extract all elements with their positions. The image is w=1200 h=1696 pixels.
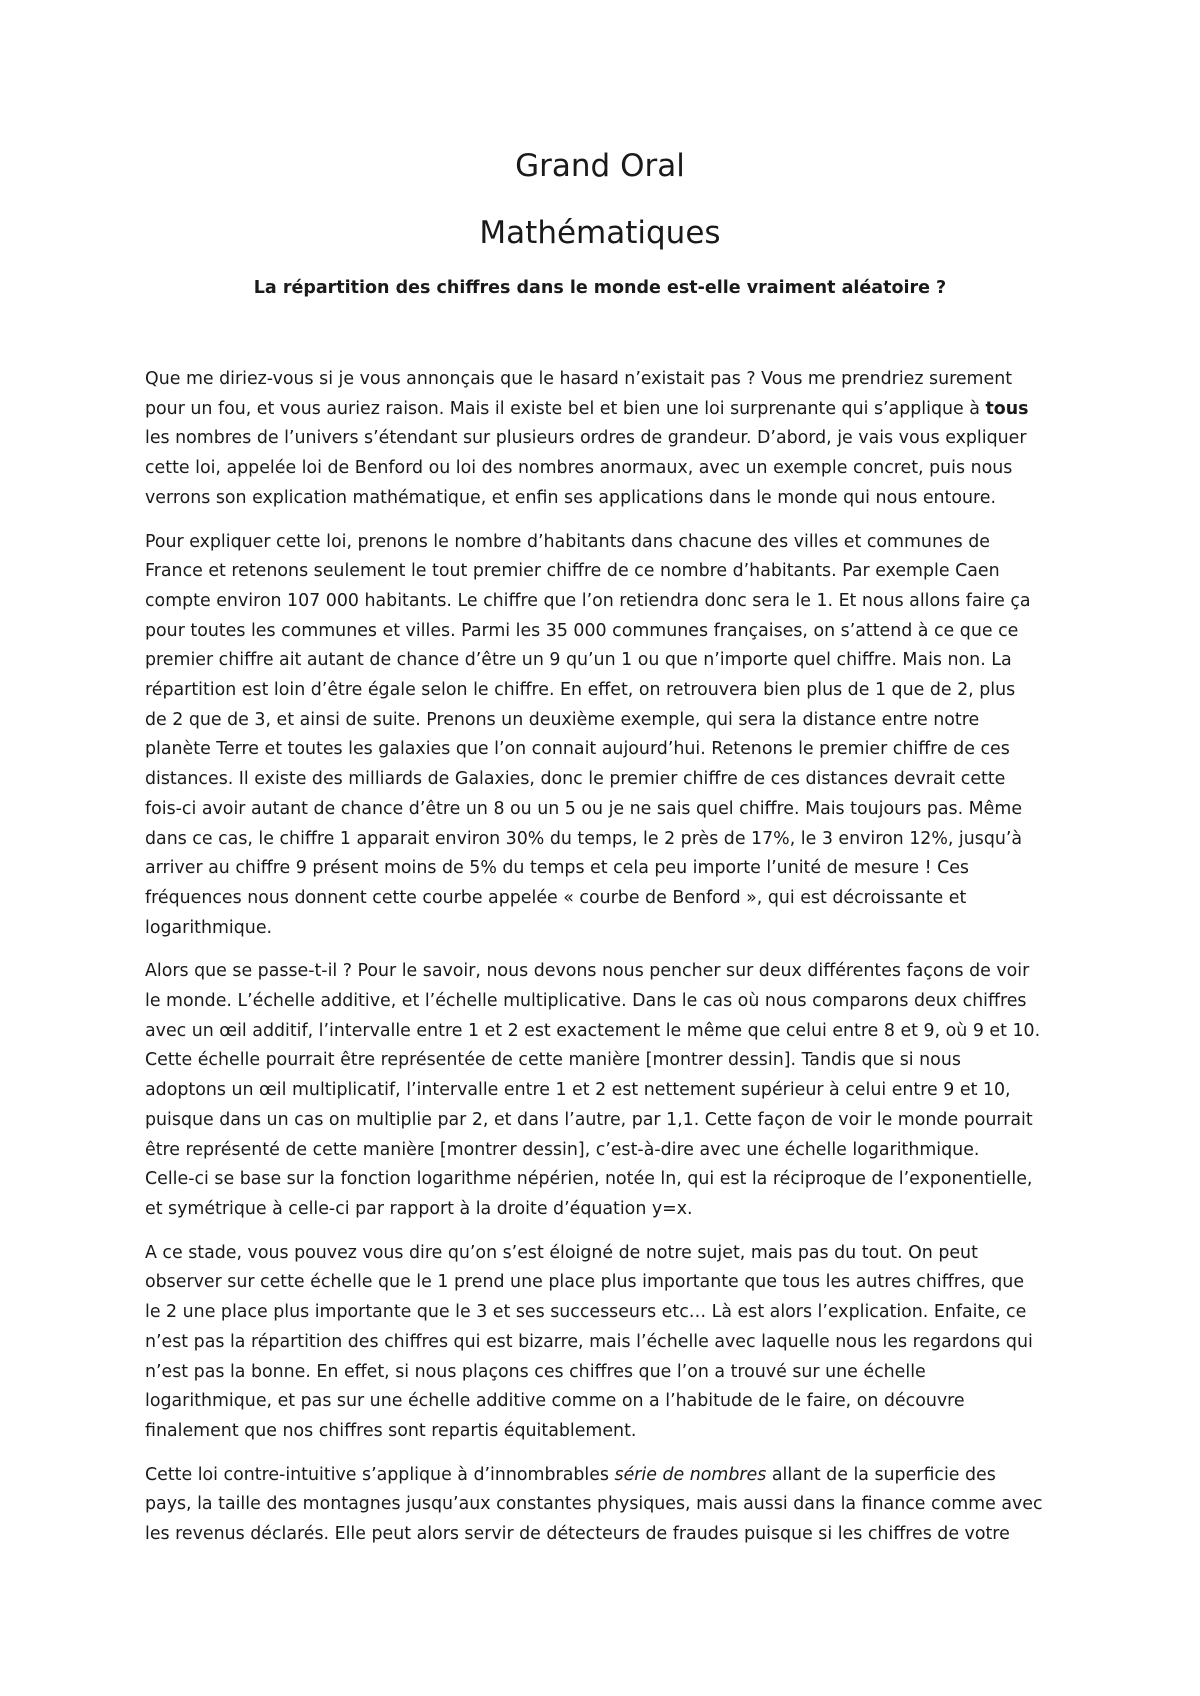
text-line: fois-ci avoir autant de chance d’être un 8 ou un 5 ou je ne sais quel chiffre. Mais toujours pas. Même — [145, 798, 1023, 819]
text-line: planète Terre et toutes les galaxies que l’on connait aujourd’hui. Retenons le premier chiffre de ces — [145, 739, 1010, 760]
emphasis-italic: série de nombres — [614, 1464, 767, 1485]
text-line: Alors que se passe-t-il ? Pour le savoir, nous devons nous pencher sur deux différentes façons de voir — [145, 961, 1030, 982]
text-line: pour un fou, et vous auriez raison. Mais il existe bel et bien une loi surprenante qui s’applique à tous — [145, 398, 1029, 419]
text-line: A ce stade, vous pouvez vous dire qu’on s’est éloigné de notre sujet, mais pas du tout. On peut — [145, 1242, 978, 1263]
text-line: puisque dans un cas on multiplie par 2, et dans l’autre, par 1,1. Cette façon de voir le monde pourrait — [145, 1109, 1033, 1130]
text-line: logarithmique, et pas sur une échelle additive comme on a l’habitude de le faire, on découvre — [145, 1391, 965, 1412]
text-line: logarithmique. — [145, 917, 273, 938]
paragraph — [145, 1239, 1065, 1447]
problem-question: La répartition des chiffres dans le monde est-elle vraiment aléatoire ? — [253, 278, 947, 298]
text-line: cette loi, appelée loi de Benford ou loi des nombres anormaux, avec un exemple concret, puis nous — [145, 458, 1013, 479]
paragraph — [145, 957, 1065, 1224]
emphasis-bold: tous — [985, 398, 1029, 419]
document-body — [145, 365, 1065, 1564]
text-line: pays, la taille des montagnes jusqu’aux constantes physiques, mais aussi dans la finance comme avec — [145, 1494, 1043, 1515]
text-line: distances. Il existe des milliards de Galaxies, donc le premier chiffre de ces distances devrait cette — [145, 769, 1006, 790]
text-line: Pour expliquer cette loi, prenons le nombre d’habitants dans chacune des villes et communes de — [145, 531, 990, 552]
text-line: Que me diriez-vous si je vous annonçais que le hasard n’existait pas ? Vous me prendriez surement — [145, 369, 1013, 389]
paragraph — [145, 365, 1065, 514]
paragraph — [145, 1461, 1065, 1550]
paragraph — [145, 528, 1065, 944]
text-line: arriver au chiffre 9 présent moins de 5% du temps et cela peu importe l’unité de mesure ! Ces — [145, 858, 969, 879]
text-line: finalement que nos chiffres sont repartis équitablement. — [145, 1420, 637, 1441]
text-line: Cette loi contre-intuitive s’applique à d’innombrables série de nombres allant de la superficie des — [145, 1464, 996, 1485]
text-line: verrons son explication mathématique, et enfin ses applications dans le monde qui nous entoure. — [145, 487, 997, 508]
text-line: avec un œil additif, l’intervalle entre 1 et 2 est exactement le même que celui entre 8 et 9, où 9 et 10. — [145, 1020, 1041, 1041]
text-line: n’est pas la bonne. En effet, si nous plaçons ces chiffres que l’on a trouvé sur une échelle — [145, 1361, 926, 1382]
text-line: et symétrique à celle-ci par rapport à la droite d’équation y=x. — [145, 1198, 693, 1219]
text-line: fréquences nous donnent cette courbe appelée « courbe de Benford », qui est décroissante et — [145, 887, 967, 908]
text-line: le monde. L’échelle additive, et l’échelle multiplicative. Dans le cas où nous comparons deux chiffres — [145, 991, 1027, 1012]
text-line: être représenté de cette manière [montrer dessin], c’est-à-dire avec une échelle logarithmique. — [145, 1139, 980, 1160]
text-line: n’est pas la répartition des chiffres qui est bizarre, mais l’échelle avec laquelle nous les regardons qui — [145, 1331, 1033, 1352]
text-line: observer sur cette échelle que le 1 prend une place plus importante que tous les autres chiffres, que — [145, 1272, 1025, 1293]
text-line: France et retenons seulement le tout premier chiffre de ce nombre d’habitants. Par exemple Caen — [145, 561, 1000, 582]
text-line: répartition est loin d’être égale selon le chiffre. En effet, on retrouvera bien plus de 1 que de 2, plus — [145, 680, 1016, 701]
text-line: Celle-ci se base sur la fonction logarithme népérien, notée ln, qui est la réciproque de l’exponentielle, — [145, 1169, 1033, 1190]
text-line: les revenus déclarés. Elle peut alors servir de détecteurs de fraudes puisque si les chiffres de votre — [145, 1524, 1010, 1545]
text-line: premier chiffre ait autant de chance d’être un 9 qu’un 1 ou que n’importe quel chiffre. Mais non. La — [145, 650, 1012, 671]
text-line: compte environ 107 000 habitants. Le chiffre que l’on retiendra donc sera le 1. Et nous allons faire ça — [145, 590, 1031, 611]
text-line: le 2 une place plus importante que le 3 et ses successeurs etc… Là est alors l’explication. Enfaite, ce — [145, 1302, 1027, 1323]
text-line: les nombres de l’univers s’étendant sur plusieurs ordres de grandeur. D’abord, je vais vous expliquer — [145, 428, 1027, 449]
text-line: adoptons un œil multiplicatif, l’intervalle entre 1 et 2 est nettement supérieur à celui entre 9 et 10, — [145, 1080, 1011, 1101]
text-line: de 2 que de 3, et ainsi de suite. Prenons un deuxième exemple, qui sera la distance entre notre — [145, 709, 980, 730]
document-title: Grand Oral — [515, 148, 685, 184]
text-line: pour toutes les communes et villes. Parmi les 35 000 communes françaises, on s’attend à ce que ce — [145, 620, 1019, 641]
text-line: dans ce cas, le chiffre 1 apparait environ 30% du temps, le 2 près de 17%, le 3 environ 12%, jusqu’à — [145, 828, 1023, 849]
document-subject: Mathématiques — [479, 215, 721, 251]
text-line: Cette échelle pourrait être représentée de cette manière [montrer dessin]. Tandis que si nous — [145, 1050, 961, 1071]
